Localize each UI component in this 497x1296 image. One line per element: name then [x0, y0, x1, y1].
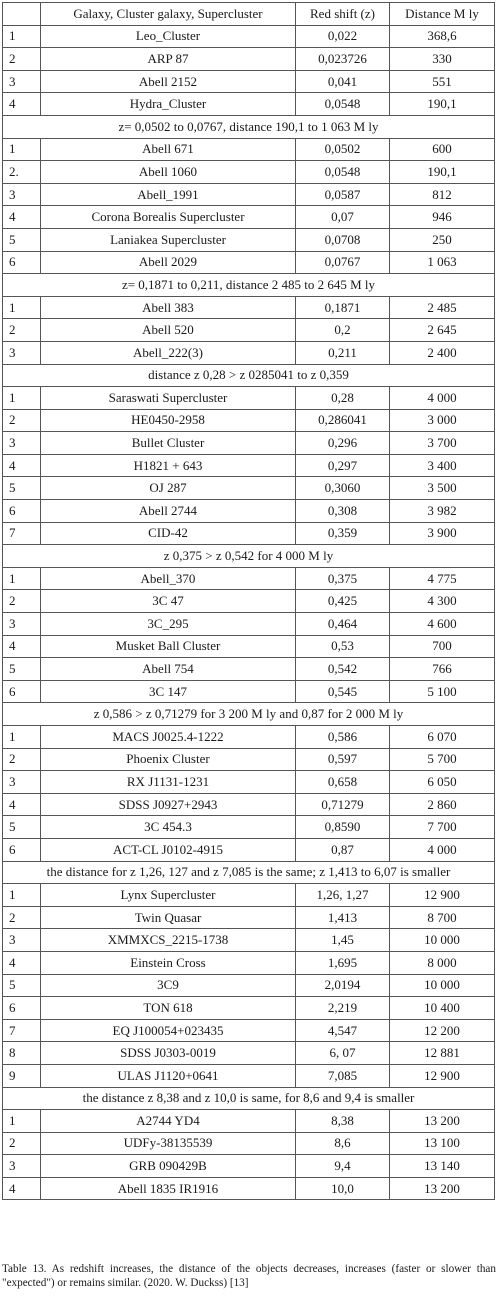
object-name: Abell 1835 IR1916	[41, 1177, 296, 1200]
object-name: Abell 1060	[41, 161, 296, 184]
object-name: Laniakea Supercluster	[41, 228, 296, 251]
redshift-value: 8,6	[296, 1132, 390, 1155]
row-number: 3	[3, 432, 41, 455]
row-number: 4	[3, 1177, 41, 1200]
table-row	[3, 590, 495, 613]
redshift-value: 0,041	[296, 70, 390, 93]
object-name: SDSS J0303-0019	[41, 1042, 296, 1065]
header-number	[3, 3, 41, 26]
distance-value: 551	[390, 70, 495, 93]
section-title: z= 0,0502 to 0,0767, distance 190,1 to 1 063 M ly	[3, 115, 495, 138]
redshift-value: 1,45	[296, 929, 390, 952]
table-row	[3, 793, 495, 816]
table-row	[3, 1064, 495, 1087]
table-row	[3, 680, 495, 703]
table-row	[3, 93, 495, 116]
table-row	[3, 25, 495, 48]
distance-value: 10 000	[390, 974, 495, 997]
distance-value: 2 645	[390, 319, 495, 342]
redshift-value: 0,022	[296, 25, 390, 48]
object-name: Phoenix Cluster	[41, 748, 296, 771]
table-row	[3, 251, 495, 274]
object-name: Abell 2152	[41, 70, 296, 93]
redshift-value: 0,0708	[296, 228, 390, 251]
object-name: 3C 47	[41, 590, 296, 613]
redshift-value: 0,87	[296, 838, 390, 861]
row-number: 9	[3, 1064, 41, 1087]
table-row	[3, 997, 495, 1020]
redshift-value: 0,53	[296, 635, 390, 658]
table-row	[3, 951, 495, 974]
section-header-row	[3, 274, 495, 297]
redshift-value: 0,586	[296, 726, 390, 749]
redshift-value: 0,464	[296, 613, 390, 636]
redshift-value: 9,4	[296, 1155, 390, 1178]
section-title: distance z 0,28 > z 0285041 to z 0,359	[3, 364, 495, 387]
redshift-value: 0,296	[296, 432, 390, 455]
distance-value: 812	[390, 183, 495, 206]
row-number: 1	[3, 726, 41, 749]
redshift-value: 0,359	[296, 522, 390, 545]
object-name: GRB 090429B	[41, 1155, 296, 1178]
table-row	[3, 48, 495, 71]
object-name: Abell 2744	[41, 500, 296, 523]
object-name: XMMXCS_2215-1738	[41, 929, 296, 952]
redshift-value: 0,542	[296, 658, 390, 681]
object-name: A2744 YD4	[41, 1110, 296, 1133]
table-row	[3, 816, 495, 839]
table-row	[3, 974, 495, 997]
redshift-distance-table	[2, 2, 495, 1200]
object-name: 3C_295	[41, 613, 296, 636]
row-number: 3	[3, 341, 41, 364]
redshift-value: 0,297	[296, 454, 390, 477]
row-number: 1	[3, 296, 41, 319]
section-header-row	[3, 861, 495, 884]
distance-value: 13 200	[390, 1110, 495, 1133]
redshift-value: 0,1871	[296, 296, 390, 319]
distance-value: 5 100	[390, 680, 495, 703]
redshift-value: 0,2	[296, 319, 390, 342]
table-row	[3, 1177, 495, 1200]
distance-value: 12 900	[390, 884, 495, 907]
distance-value: 946	[390, 206, 495, 229]
row-number: 4	[3, 635, 41, 658]
object-name: H1821 + 643	[41, 454, 296, 477]
redshift-value: 2,0194	[296, 974, 390, 997]
row-number: 2	[3, 906, 41, 929]
object-name: ARP 87	[41, 48, 296, 71]
object-name: Bullet Cluster	[41, 432, 296, 455]
redshift-value: 0,023726	[296, 48, 390, 71]
distance-value: 13 100	[390, 1132, 495, 1155]
table-row	[3, 432, 495, 455]
table-row	[3, 1019, 495, 1042]
redshift-value: 1,695	[296, 951, 390, 974]
row-number: 6	[3, 500, 41, 523]
table-row	[3, 522, 495, 545]
distance-value: 3 400	[390, 454, 495, 477]
header-distance: Distance M ly	[390, 3, 495, 26]
distance-value: 4 000	[390, 387, 495, 410]
object-name: ACT-CL J0102-4915	[41, 838, 296, 861]
row-number: 6	[3, 997, 41, 1020]
row-number: 1	[3, 567, 41, 590]
distance-value: 190,1	[390, 93, 495, 116]
section-title: the distance for z 1,26, 127 and z 7,085 is the same; z 1,413 to 6,07 is smaller	[3, 861, 495, 884]
distance-value: 2 485	[390, 296, 495, 319]
table-row	[3, 1110, 495, 1133]
table-row	[3, 838, 495, 861]
section-title: the distance z 8,38 and z 10,0 is same, for 8,6 and 9,4 is smaller	[3, 1087, 495, 1110]
table-row	[3, 658, 495, 681]
distance-value: 766	[390, 658, 495, 681]
row-number: 3	[3, 183, 41, 206]
table-row	[3, 70, 495, 93]
redshift-value: 0,308	[296, 500, 390, 523]
table-row	[3, 454, 495, 477]
table-row	[3, 183, 495, 206]
object-name: Abell 520	[41, 319, 296, 342]
distance-value: 10 000	[390, 929, 495, 952]
distance-value: 3 982	[390, 500, 495, 523]
distance-value: 3 500	[390, 477, 495, 500]
redshift-value: 0,8590	[296, 816, 390, 839]
row-number: 2	[3, 590, 41, 613]
distance-value: 330	[390, 48, 495, 71]
row-number: 2	[3, 409, 41, 432]
row-number: 5	[3, 974, 41, 997]
object-name: Corona Borealis Supercluster	[41, 206, 296, 229]
redshift-value: 7,085	[296, 1064, 390, 1087]
row-number: 1	[3, 138, 41, 161]
object-name: Abell 2029	[41, 251, 296, 274]
row-number: 2	[3, 319, 41, 342]
header-redshift: Red shift (z)	[296, 3, 390, 26]
object-name: Abell_1991	[41, 183, 296, 206]
object-name: EQ J100054+023435	[41, 1019, 296, 1042]
redshift-value: 0,597	[296, 748, 390, 771]
row-number: 7	[3, 522, 41, 545]
redshift-value: 0,211	[296, 341, 390, 364]
row-number: 2	[3, 48, 41, 71]
object-name: 3C9	[41, 974, 296, 997]
header-name: Galaxy, Cluster galaxy, Supercluster	[41, 3, 296, 26]
distance-value: 12 900	[390, 1064, 495, 1087]
table-row	[3, 206, 495, 229]
section-header-row	[3, 703, 495, 726]
distance-value: 3 700	[390, 432, 495, 455]
object-name: SDSS J0927+2943	[41, 793, 296, 816]
distance-value: 250	[390, 228, 495, 251]
redshift-value: 0,07	[296, 206, 390, 229]
table-row	[3, 387, 495, 410]
table-row	[3, 341, 495, 364]
distance-value: 3 000	[390, 409, 495, 432]
row-number: 4	[3, 951, 41, 974]
object-name: Abell 754	[41, 658, 296, 681]
row-number: 4	[3, 454, 41, 477]
object-name: CID-42	[41, 522, 296, 545]
row-number: 4	[3, 793, 41, 816]
redshift-value: 0,545	[296, 680, 390, 703]
distance-value: 190,1	[390, 161, 495, 184]
object-name: RX J1131-1231	[41, 771, 296, 794]
object-name: 3C 147	[41, 680, 296, 703]
table-row	[3, 613, 495, 636]
row-number: 3	[3, 613, 41, 636]
distance-value: 13 140	[390, 1155, 495, 1178]
row-number: 5	[3, 228, 41, 251]
table-row	[3, 161, 495, 184]
section-title: z= 0,1871 to 0,211, distance 2 485 to 2 645 M ly	[3, 274, 495, 297]
distance-value: 4 775	[390, 567, 495, 590]
redshift-value: 0,0767	[296, 251, 390, 274]
object-name: Lynx Supercluster	[41, 884, 296, 907]
redshift-value: 0,0548	[296, 93, 390, 116]
table-row	[3, 296, 495, 319]
distance-value: 5 700	[390, 748, 495, 771]
table-row	[3, 138, 495, 161]
object-name: Abell_370	[41, 567, 296, 590]
object-name: Abell_222(3)	[41, 341, 296, 364]
section-title: z 0,586 > z 0,71279 for 3 200 M ly and 0,87 for 2 000 M ly	[3, 703, 495, 726]
row-number: 4	[3, 93, 41, 116]
object-name: Hydra_Cluster	[41, 93, 296, 116]
object-name: 3C 454.3	[41, 816, 296, 839]
table-header-row	[3, 3, 495, 26]
redshift-value: 1,26, 1,27	[296, 884, 390, 907]
distance-value: 12 881	[390, 1042, 495, 1065]
table-row	[3, 1155, 495, 1178]
redshift-value: 0,375	[296, 567, 390, 590]
row-number: 2.	[3, 161, 41, 184]
distance-value: 368,6	[390, 25, 495, 48]
distance-value: 7 700	[390, 816, 495, 839]
row-number: 5	[3, 477, 41, 500]
row-number: 3	[3, 771, 41, 794]
row-number: 1	[3, 25, 41, 48]
row-number: 5	[3, 816, 41, 839]
table-row	[3, 771, 495, 794]
table-row	[3, 228, 495, 251]
object-name: Leo_Cluster	[41, 25, 296, 48]
table-body	[3, 25, 495, 1200]
object-name: Abell 383	[41, 296, 296, 319]
object-name: TON 618	[41, 997, 296, 1020]
table-row	[3, 567, 495, 590]
row-number: 2	[3, 1132, 41, 1155]
row-number: 4	[3, 206, 41, 229]
table-row	[3, 929, 495, 952]
object-name: HE0450-2958	[41, 409, 296, 432]
row-number: 3	[3, 929, 41, 952]
distance-value: 600	[390, 138, 495, 161]
redshift-value: 10,0	[296, 1177, 390, 1200]
row-number: 6	[3, 838, 41, 861]
object-name: MACS J0025.4-1222	[41, 726, 296, 749]
table-row	[3, 1042, 495, 1065]
distance-value: 10 400	[390, 997, 495, 1020]
object-name: ULAS J1120+0641	[41, 1064, 296, 1087]
distance-value: 4 000	[390, 838, 495, 861]
table-row	[3, 319, 495, 342]
redshift-value: 0,658	[296, 771, 390, 794]
row-number: 6	[3, 251, 41, 274]
redshift-value: 0,28	[296, 387, 390, 410]
distance-value: 3 900	[390, 522, 495, 545]
object-name: Einstein Cross	[41, 951, 296, 974]
row-number: 1	[3, 387, 41, 410]
distance-value: 1 063	[390, 251, 495, 274]
redshift-value: 1,413	[296, 906, 390, 929]
table-row	[3, 409, 495, 432]
table-row	[3, 500, 495, 523]
distance-value: 4 600	[390, 613, 495, 636]
object-name: OJ 287	[41, 477, 296, 500]
distance-value: 6 070	[390, 726, 495, 749]
redshift-value: 0,425	[296, 590, 390, 613]
section-header-row	[3, 364, 495, 387]
redshift-value: 0,286041	[296, 409, 390, 432]
table-row	[3, 1132, 495, 1155]
distance-value: 13 200	[390, 1177, 495, 1200]
redshift-value: 0,0548	[296, 161, 390, 184]
row-number: 8	[3, 1042, 41, 1065]
distance-value: 2 860	[390, 793, 495, 816]
distance-value: 8 000	[390, 951, 495, 974]
redshift-value: 0,71279	[296, 793, 390, 816]
section-header-row	[3, 1087, 495, 1110]
redshift-value: 0,3060	[296, 477, 390, 500]
redshift-value: 2,219	[296, 997, 390, 1020]
redshift-value: 0,0502	[296, 138, 390, 161]
redshift-value: 6, 07	[296, 1042, 390, 1065]
table-row	[3, 884, 495, 907]
table-row	[3, 635, 495, 658]
object-name: Musket Ball Cluster	[41, 635, 296, 658]
distance-value: 2 400	[390, 341, 495, 364]
table-row	[3, 477, 495, 500]
distance-value: 12 200	[390, 1019, 495, 1042]
row-number: 5	[3, 658, 41, 681]
row-number: 3	[3, 70, 41, 93]
section-title: z 0,375 > z 0,542 for 4 000 M ly	[3, 545, 495, 568]
row-number: 1	[3, 884, 41, 907]
table-row	[3, 906, 495, 929]
section-header-row	[3, 115, 495, 138]
redshift-value: 4,547	[296, 1019, 390, 1042]
table-caption: Table 13. As redshift increases, the distance of the objects decreases, increases (faster or slower than "expected") or remains similar. (2020. W. Duckss) [13]	[2, 1263, 496, 1289]
object-name: Saraswati Supercluster	[41, 387, 296, 410]
object-name: Twin Quasar	[41, 906, 296, 929]
object-name: Abell 671	[41, 138, 296, 161]
table-row	[3, 748, 495, 771]
row-number: 6	[3, 680, 41, 703]
row-number: 3	[3, 1155, 41, 1178]
row-number: 7	[3, 1019, 41, 1042]
section-header-row	[3, 545, 495, 568]
distance-value: 700	[390, 635, 495, 658]
distance-value: 4 300	[390, 590, 495, 613]
row-number: 1	[3, 1110, 41, 1133]
row-number: 2	[3, 748, 41, 771]
distance-value: 6 050	[390, 771, 495, 794]
redshift-value: 8,38	[296, 1110, 390, 1133]
distance-value: 8 700	[390, 906, 495, 929]
table-row	[3, 726, 495, 749]
object-name: UDFy-38135539	[41, 1132, 296, 1155]
redshift-value: 0,0587	[296, 183, 390, 206]
